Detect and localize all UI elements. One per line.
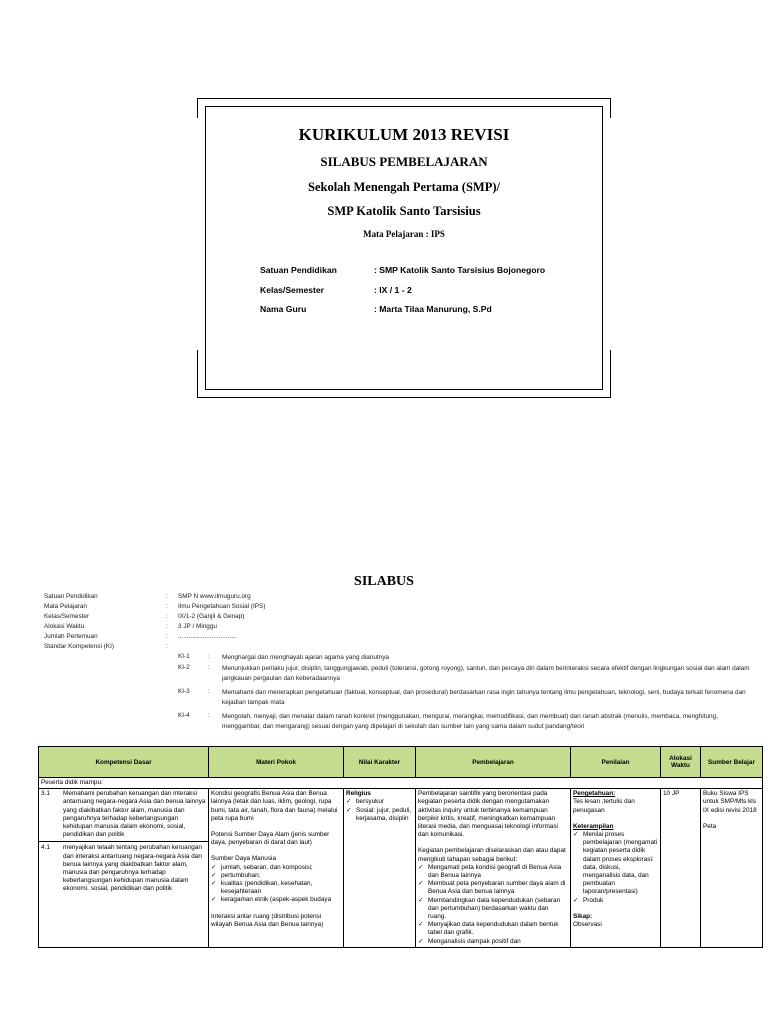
cover-title: KURIKULUM 2013 REVISI — [298, 125, 510, 144]
col-header-pembelajaran: Pembelajaran — [416, 747, 571, 778]
pembelajaran-item: ✓ Mengamati peta kondisi geografi di Benua Asia dan Benua lainnya — [418, 864, 568, 880]
ki-text: Mengolah, menyaji, dan menalar dalam ranah konkret (menggunakan, mengurai, merangkai, memodifikasi, dan membuat) dan ranah abstrak (menulis, membaca, menghitung, menggambar, dan mengarang) sesuai dengan yang dipelajari di sekolah dan sumber lain yang sama dalam sudut pandang/teori — [222, 713, 718, 730]
silabus-table — [38, 746, 763, 948]
meta-row: Alokasi Waktu : 3 JP / Minggu — [44, 623, 217, 630]
kd-number: 3.1 — [41, 790, 50, 798]
ki-text: Memahami dan menerapkan pengetahuan (faktual, konseptual, dan prosedural) berdasarkan rasa ingin tahunya tentang ilmu pengetahuan, teknologi, seni, budaya terkait fenomena dan kejadian tampak mata — [222, 689, 746, 706]
meta-row: Satuan Pendidikan : SMP N www.ilmuguru.org — [44, 593, 251, 600]
info-value: : IX / 1 - 2 — [374, 285, 412, 295]
meta-value: IX/1-2 (Ganjil & Genap) — [178, 613, 245, 620]
meta-value: 3 JP / Minggu — [178, 623, 217, 630]
cover-subtitle: SILABUS PEMBELAJARAN — [320, 154, 488, 169]
meta-row: Mata Pelajaran : Ilmu Pengetahuan Sosial (IPS) — [44, 603, 266, 610]
cover-info-row — [260, 304, 492, 314]
penilaian-title: Sikap: — [573, 912, 593, 920]
intro-cell: Peserta didik mampu: — [39, 778, 763, 789]
kd-text: menyajikan telaah tentang perubahan keruangan dan interaksi antarruang negara-negara Asia dan benua lainnya yang diakibatkan faktor alam, manusia dan pengaruhnya terhadap keberlangsungan kehidupan manusia dalam ekonomi, sosial, pendidikan dan politik — [63, 844, 202, 893]
pembelajaran-item: ✓ Membandingkan data kependudukan (sebaran dan pertumbuhan) berdasarkan waktu dan ruang. — [418, 897, 568, 922]
meta-label: Standar Kompetensi (KI) — [44, 643, 114, 650]
meta-row: Jumlah Pertemuan : ................................. — [44, 633, 237, 640]
penilaian-cell — [571, 789, 661, 948]
sumber-text: Peta — [703, 822, 717, 830]
kd-cell — [39, 789, 209, 948]
meta-label: Kelas/Semester — [44, 613, 90, 620]
meta-value: Ilmu Pengetahuan Sosial (IPS) — [178, 603, 266, 610]
ki-code: KI-2 — [178, 664, 190, 671]
kd-item — [41, 790, 206, 839]
nilai-cell — [344, 789, 416, 948]
penilaian-text: Tes lesan ,tertulis dan penugasan — [573, 798, 635, 814]
meta-label: Mata Pelajaran — [44, 603, 87, 610]
pembelajaran-item: ✓ Menganalisis dampak positif dan — [418, 938, 568, 946]
penilaian-title: Keterampilan — [573, 822, 614, 830]
pembelajaran-cell — [416, 789, 571, 948]
pembelajaran-paragraph: Kegiatan pembelajaran diselaraskan dan atau dapat mengikuti tahapan sebagai berikut: — [418, 847, 566, 863]
sumber-text: Buku Siswa IPS untuk SMP/Mts kls IX edisi revisi 2018 — [703, 790, 757, 814]
cover-school-type: Sekolah Menengah Pertama (SMP)/ — [308, 180, 500, 194]
nilai-item: ✓ bersyukur — [346, 798, 413, 806]
kd-text: Memahami perubahan keruangan dan interaksi antarruang negara-negara Asia dan benua lainnya yang diakibatkan faktor alam, manusia dan pengaruhnya terhadap keberlangsungan kehidupan manusia dalam ekonomi, sosial, pendidikan dan politik — [63, 790, 206, 839]
ki-code: KI-4 — [178, 712, 190, 719]
cover-info-row — [260, 265, 545, 275]
meta-label: Satuan Pendidikan — [44, 593, 98, 600]
col-header-sumber: Sumber Belajar — [701, 747, 763, 778]
materi-paragraph: Sumber Daya Manusia — [211, 855, 277, 863]
materi-list-item: ✓ pertumbuhan; — [211, 872, 341, 880]
materi-cell — [209, 789, 344, 948]
col-header-nilai: Nilai Karakter — [344, 747, 416, 778]
table-row — [39, 789, 763, 948]
materi-paragraph: Potensi Sumber Daya Alam (jenis sumber daya, penyebaran di darat dan laut) — [211, 831, 330, 847]
info-label: Kelas/Semester — [260, 285, 325, 295]
alokasi-cell: 10 JP — [661, 789, 701, 948]
table-row-intro — [39, 778, 763, 789]
materi-list-item: ✓ kualitas (pendidikan, kesehatan, kesejahteraan — [211, 880, 341, 896]
col-header-materi: Materi Pokok — [209, 747, 344, 778]
info-value: : Marta Tilaa Manurung, S.Pd — [374, 304, 492, 314]
col-header-penilaian: Penilaian — [571, 747, 661, 778]
penilaian-item: ✓ Produk — [573, 897, 658, 905]
nilai-item: ✓ Sosial: jujur, peduli, kerjasama, disiplin — [346, 807, 413, 823]
col-header-kd: Kompetensi Dasar — [39, 747, 209, 778]
penilaian-item: ✓ Menilai proses pembelajaran (mengamati kegiatan peserta didik dalam proses eksplorasi: data, diskusi, menganalisis data, dan pembuatan laporan/presentasi) — [573, 831, 658, 897]
cover-school-name: SMP Katolik Santo Tarsisius — [327, 204, 481, 218]
materi-paragraph: Kondisi geografis Benua Asia dan Benua lainnya (letak dan luas, iklim, geologi, rupa bumi, tata air, tanah, flora dan fauna) melalui peta rupa bumi — [211, 790, 338, 822]
cover-info-row — [260, 285, 412, 295]
meta-label: Jumlah Pertemuan — [44, 633, 98, 640]
ki-code: KI-3 — [178, 688, 190, 695]
penilaian-text: Observasi — [573, 921, 602, 929]
pembelajaran-item: ✓ Menyajikan data kependudukan dalam bentuk tabel dan grafik. — [418, 921, 568, 937]
pembelajaran-paragraph: Pembelajaran saintifik yang berorientasi pada kegiatan peserta didik dengan mengutamakan aktivitas inquiry untuk terbinanya kemampuan berpikir kritis, kreatif, meningkatkan kemampuan literasi media, dan menguasai teknologi informasi dan komunikasi. — [418, 790, 558, 839]
materi-list-item: ✓ keragaman etnik (aspek-aspek budaya — [211, 896, 341, 904]
cover-subject: Mata Pelajaran : IPS — [363, 229, 445, 239]
info-label: Nama Guru — [260, 304, 307, 314]
kd-item — [41, 844, 206, 893]
meta-value: ................................. — [178, 633, 237, 640]
kd-number: 4.1 — [41, 844, 50, 852]
nilai-title: Religius — [346, 790, 371, 798]
ki-text: Menghargai dan menghayati ajaran agama yang dianutnya — [222, 654, 389, 661]
sumber-cell — [701, 789, 763, 948]
silabus-title: SILABUS — [354, 574, 414, 589]
meta-row: Standar Kompetensi (KI) : — [44, 643, 168, 650]
info-label: Satuan Pendidikan — [260, 265, 337, 275]
ki-text: Menunjukkan perilaku jujur, disiplin, tanggungjawab, peduli (toleransi, gotong royong), santun, dan percaya diri dalam berinteraksi secara efektif dengan lingkungan sosial dan alam dalam jangkauan pergaulan dan keberadaannya — [222, 665, 750, 682]
ki-code: KI-1 — [178, 653, 190, 660]
materi-list-item: ✓ jumlah, sebaran, dan komposisi; — [211, 864, 341, 872]
pembelajaran-item: ✓ Membuat peta penyebaran sumber daya alam di Benua Asia dan benua lainnya — [418, 880, 568, 896]
meta-row: Kelas/Semester : IX/1-2 (Ganjil & Genap) — [44, 613, 245, 620]
materi-paragraph: Interaksi antar ruang (distribusi potensi wilayah Benua Asia dan Benua lainnya) — [211, 912, 324, 928]
info-value: : SMP Katolik Santo Tarsisius Bojonegoro — [374, 265, 546, 275]
col-header-alokasi: Alokasi Waktu — [661, 747, 701, 778]
table-header-row — [39, 747, 763, 778]
penilaian-title: Pengetahuan: — [573, 790, 616, 798]
meta-label: Alokasi Waktu — [44, 623, 85, 630]
meta-value: SMP N www.ilmuguru.org — [178, 593, 251, 600]
